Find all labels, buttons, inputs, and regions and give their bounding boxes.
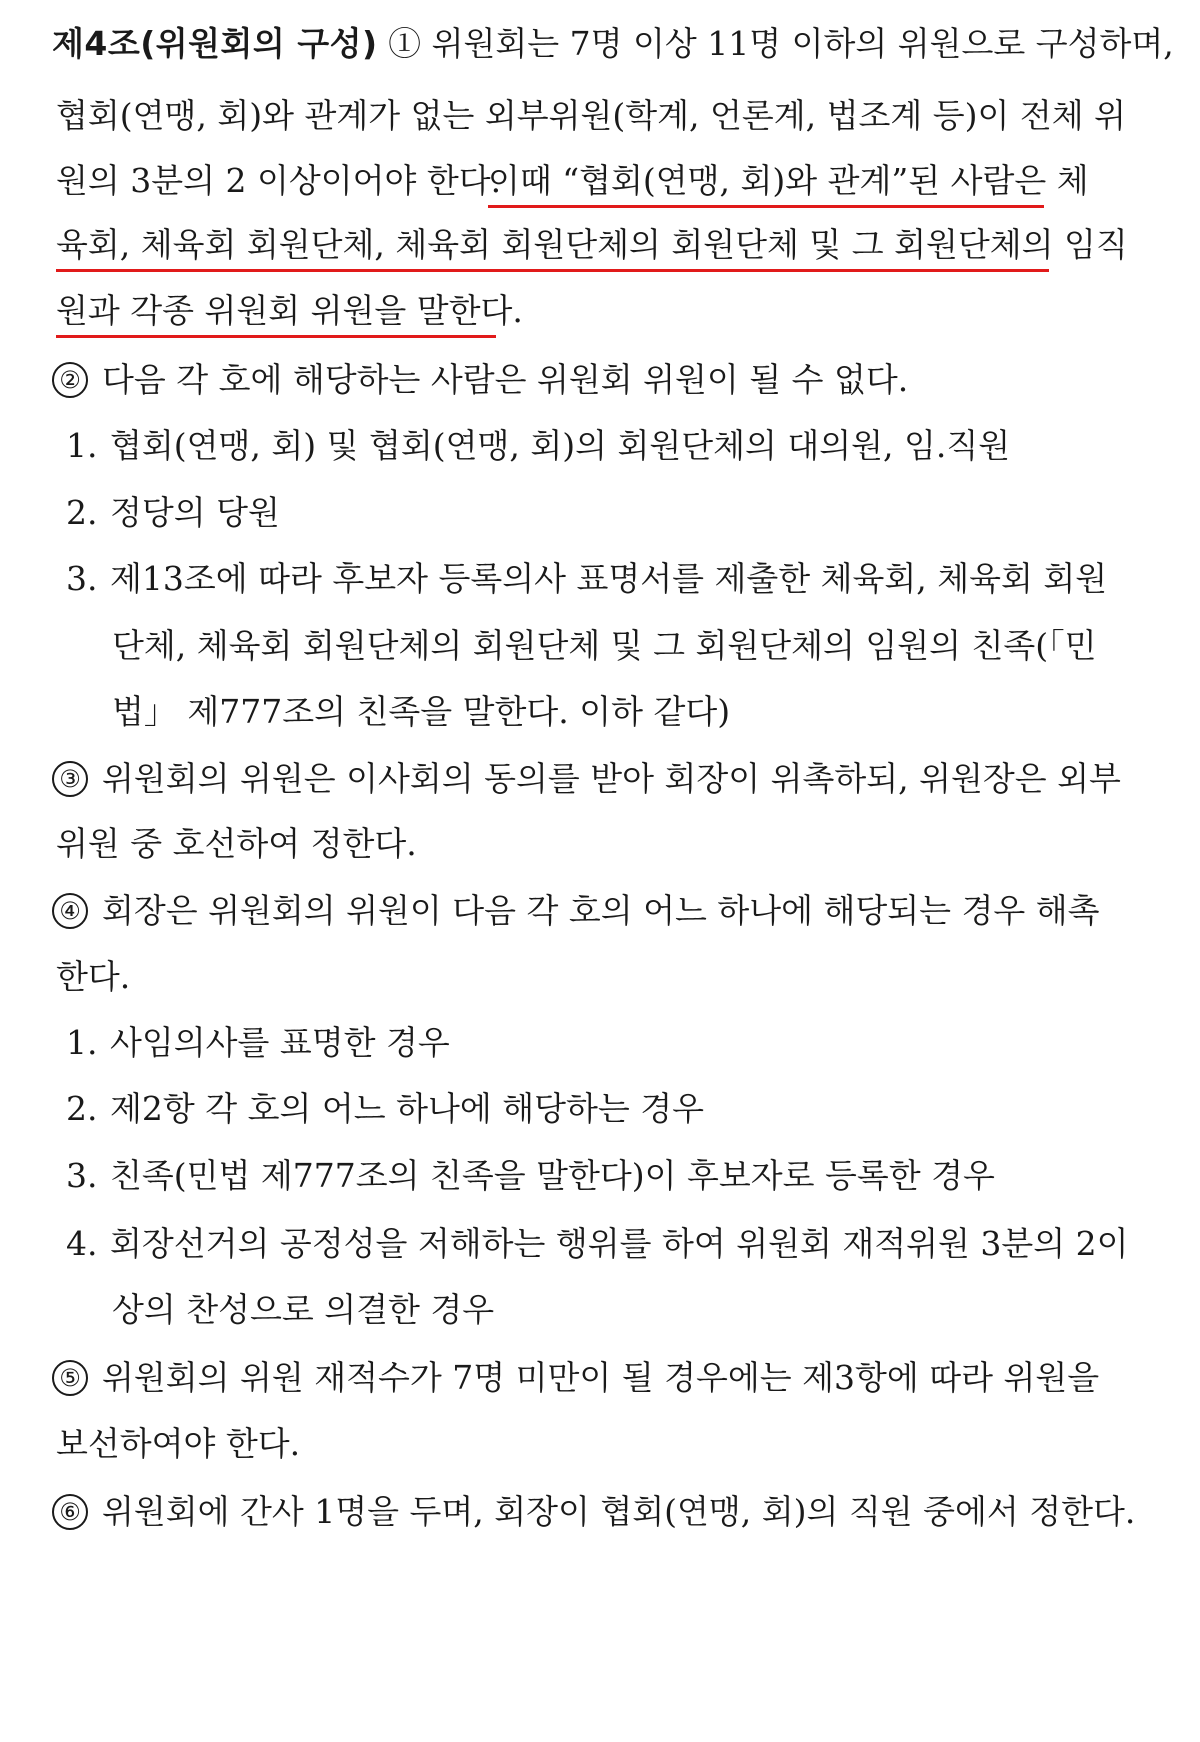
p1-line3-highlight: 이때 “협회(연맹, 회)와 관계”된 사람은 체: [488, 159, 1044, 208]
p1-line2-text: 협회(연맹, 회)와 관계가 없는 외부위원(학계, 언론계, 법조계 등)이 전체 위: [56, 96, 1126, 135]
p4-item-3: [66, 1154, 995, 1198]
article-p6-line1: [52, 1490, 1136, 1534]
p4-item-1-text: 사임의사를 표명한 경우: [110, 1023, 450, 1062]
p2-marker: ②: [52, 362, 88, 398]
p4-item-2-text: 제2항 각 호의 어느 하나에 해당하는 경우: [110, 1089, 704, 1128]
p2-item-3-text: 제13조에 따라 후보자 등록의사 표명서를 제출한 체육회, 체육회 회원: [110, 559, 1108, 598]
p2-item-3: [66, 557, 1108, 601]
p6-marker: ⑥: [52, 1494, 88, 1530]
article-p3-line1: [52, 757, 1121, 801]
article-p5-line2: [56, 1422, 556, 1466]
p2-item-1-num: 1.: [66, 426, 98, 465]
article-title: 제4조(위원회의 구성): [52, 24, 378, 63]
p2-item-3-cont2: [112, 690, 731, 734]
article-p5-line1: [52, 1356, 1100, 1400]
p3-line2-text: 위원 중 호선하여 정한다.: [56, 824, 417, 863]
p2-item-1: [66, 424, 1011, 468]
article-p1-line5: [56, 289, 523, 338]
p3-marker: ③: [52, 761, 88, 797]
p4-item-1-num: 1.: [66, 1023, 98, 1062]
p4-item-3-num: 3.: [66, 1156, 98, 1195]
p1-line3-plain: 원의 3분의 2 이상이어야 한다.: [56, 161, 502, 200]
article-p1-line1: [52, 22, 1174, 66]
article-p2-intro: [52, 358, 909, 402]
p2-item-3-cont2-text: 법」 제777조의 친족을 말한다. 이하 같다): [112, 692, 731, 731]
p1-line5-highlight: 원과 각종 위원회 위원을 말한다.: [56, 289, 496, 338]
p5-marker: ⑤: [52, 1360, 88, 1396]
p4-item-3-text: 친족(민법 제777조의 친족을 말한다)이 후보자로 등록한 경우: [110, 1156, 995, 1195]
p4-line1-text: 회장은 위원회의 위원이 다음 각 호의 어느 하나에 해당되는 경우 해촉: [102, 891, 1100, 930]
p2-item-3-cont1-text: 단체, 체육회 회원단체의 회원단체 및 그 회원단체의 임원의 친족(「민: [112, 626, 1097, 665]
p4-line2-text: 한다.: [56, 957, 131, 996]
p2-item-2-text: 정당의 당원: [110, 493, 280, 532]
p1-marker: ①: [388, 24, 422, 63]
p2-intro-text: 다음 각 호에 해당하는 사람은 위원회 위원이 될 수 없다.: [102, 360, 909, 399]
article-p1-line4: [56, 223, 1128, 272]
article-p1-line3: [56, 159, 1089, 203]
p3-line1-text: 위원회의 위원은 이사회의 동의를 받아 회장이 위촉하되, 위원장은 외부: [102, 759, 1121, 798]
p2-item-3-num: 3.: [66, 559, 98, 598]
p6-line1-text: 위원회에 간사 1명을 두며, 회장이 협회(연맹, 회)의 직원 중에서 정한다.: [102, 1492, 1136, 1531]
article-p4-line1: [52, 889, 1100, 933]
p5-line1-text: 위원회의 위원 재적수가 7명 미만이 될 경우에는 제3항에 따라 위원을: [102, 1358, 1100, 1397]
p4-marker: ④: [52, 893, 88, 929]
p2-item-3-cont1: [112, 624, 1097, 668]
article-p4-line2: [56, 955, 356, 999]
p2-item-1-text: 협회(연맹, 회) 및 협회(연맹, 회)의 회원단체의 대의원, 임.직원: [110, 426, 1011, 465]
p4-item-4-cont1: [112, 1288, 712, 1332]
p2-item-2-num: 2.: [66, 493, 98, 532]
p4-item-4-text: 회장선거의 공정성을 저해하는 행위를 하여 위원회 재적위원 3분의 2이: [110, 1224, 1129, 1263]
article-p1-line2: [56, 94, 1126, 138]
p1-line4-highlight: 육회, 체육회 회원단체, 체육회 회원단체의 회원단체 및 그 회원단체의 임직: [56, 225, 1128, 264]
p2-item-2: [66, 491, 566, 535]
p4-item-4-num: 4.: [66, 1224, 98, 1263]
p4-item-4: [66, 1222, 1129, 1266]
article-p3-line2: [56, 822, 656, 866]
p4-item-4-cont1-text: 상의 찬성으로 의결한 경우: [112, 1290, 495, 1329]
p4-item-2-num: 2.: [66, 1089, 98, 1128]
p1-line1-text: 위원회는 7명 이상 11명 이하의 위원으로 구성하며,: [431, 24, 1174, 63]
p5-line2-text: 보선하여야 한다.: [56, 1424, 301, 1463]
p4-item-2: [66, 1087, 766, 1131]
p4-item-1: [66, 1021, 666, 1065]
